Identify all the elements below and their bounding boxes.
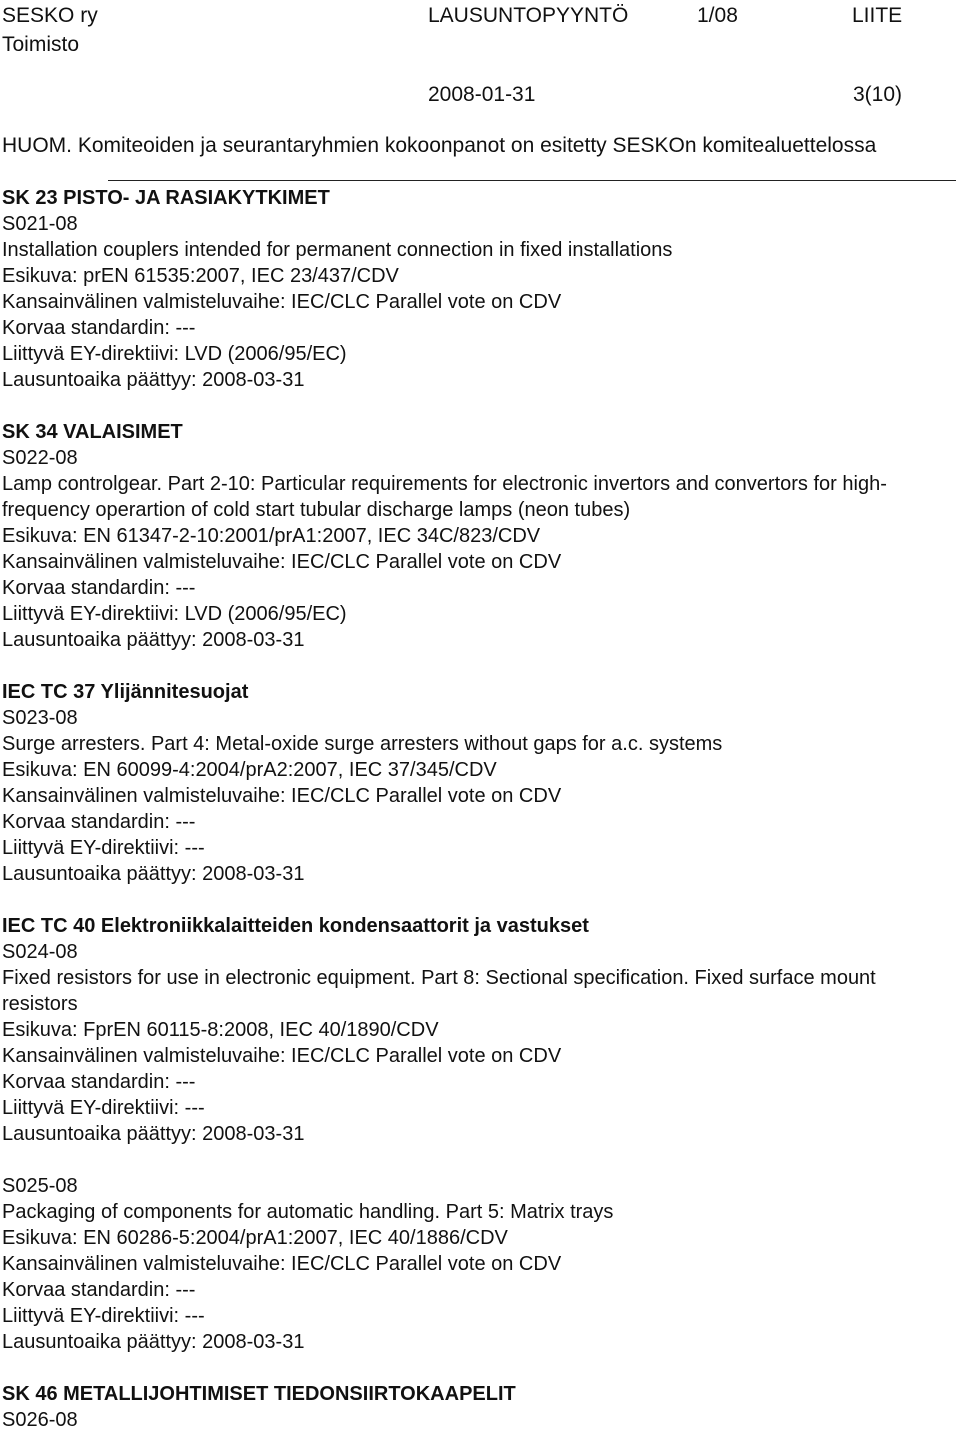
item-name: Packaging of components for automatic handling. Part 5: Matrix trays [2,1201,614,1223]
header-divider [108,180,956,181]
section-spacer [2,393,952,419]
item-esikuva: Esikuva: prEN 61535:2007, IEC 23/437/CDV [2,265,399,287]
item-lausuntoaika: Lausuntoaika päättyy: 2008-03-31 [2,369,305,391]
section-spacer [2,887,952,913]
item-lausuntoaika: Lausuntoaika päättyy: 2008-03-31 [2,863,305,885]
header-doc-number: 1/08 [697,4,738,27]
item-code: S026-08 [2,1409,78,1431]
note-text: HUOM. Komiteoiden ja seurantaryhmien kokoonpanot on esitetty SESKOn komitealuettelossa [2,134,877,157]
section-title: SK 46 METALLIJOHTIMISET TIEDONSIIRTOKAAPELIT [2,1383,516,1405]
section-title: SK 23 PISTO- JA RASIAKYTKIMET [2,187,330,209]
item-lausuntoaika: Lausuntoaika päättyy: 2008-03-31 [2,1331,305,1353]
document-body [2,185,952,1433]
item-code: S021-08 [2,213,78,235]
section-title: IEC TC 40 Elektroniikkalaitteiden kondensaattorit ja vastukset [2,915,589,937]
item-name: Lamp controlgear. Part 2-10: Particular requirements for electronic invertors and convertors for high-frequency operartion of cold start tubular discharge lamps (neon tubes) [2,473,887,521]
item-korvaa: Korvaa standardin: --- [2,317,196,339]
item-code: S023-08 [2,707,78,729]
item-code: S024-08 [2,941,78,963]
item-direktiivi: Liittyvä EY-direktiivi: --- [2,837,205,859]
item-esikuva: Esikuva: EN 61347-2-10:2001/prA1:2007, IEC 34C/823/CDV [2,525,541,547]
item-korvaa: Korvaa standardin: --- [2,577,196,599]
item-vaihe: Kansainvälinen valmisteluvaihe: IEC/CLC Parallel vote on CDV [2,785,562,807]
header-attachment: LIITE [852,4,903,27]
item-lausuntoaika: Lausuntoaika päättyy: 2008-03-31 [2,629,305,651]
item-direktiivi: Liittyvä EY-direktiivi: LVD (2006/95/EC) [2,603,347,625]
header-dept: Toimisto [2,33,80,56]
header-page-number: 3(10) [853,83,903,106]
item-name: Fixed resistors for use in electronic equipment. Part 8: Sectional specification. Fixed surface mount resistors [2,967,876,1015]
item-korvaa: Korvaa standardin: --- [2,1071,196,1093]
item-direktiivi: Liittyvä EY-direktiivi: LVD (2006/95/EC) [2,343,347,365]
header-doc-type: LAUSUNTOPYYNTÖ [428,4,629,27]
item-direktiivi: Liittyvä EY-direktiivi: --- [2,1305,205,1327]
item-code: S025-08 [2,1175,78,1197]
header-date: 2008-01-31 [428,83,536,106]
item-korvaa: Korvaa standardin: --- [2,811,196,833]
header-org: SESKO ry [2,4,98,27]
item-direktiivi: Liittyvä EY-direktiivi: --- [2,1097,205,1119]
item-code: S022-08 [2,447,78,469]
item-esikuva: Esikuva: EN 60099-4:2004/prA2:2007, IEC 37/345/CDV [2,759,497,781]
item-name: Surge arresters. Part 4: Metal-oxide surge arresters without gaps for a.c. systems [2,733,723,755]
item-spacer [2,1147,952,1173]
item-vaihe: Kansainvälinen valmisteluvaihe: IEC/CLC Parallel vote on CDV [2,551,562,573]
section-title: SK 34 VALAISIMET [2,421,183,443]
item-lausuntoaika: Lausuntoaika päättyy: 2008-03-31 [2,1123,305,1145]
item-esikuva: Esikuva: FprEN 60115-8:2008, IEC 40/1890/CDV [2,1019,439,1041]
item-korvaa: Korvaa standardin: --- [2,1279,196,1301]
section-spacer [2,1355,952,1381]
item-vaihe: Kansainvälinen valmisteluvaihe: IEC/CLC Parallel vote on CDV [2,1253,562,1275]
item-esikuva: Esikuva: EN 60286-5:2004/prA1:2007, IEC 40/1886/CDV [2,1227,508,1249]
section-title: IEC TC 37 Ylijännitesuojat [2,681,249,703]
section-spacer [2,653,952,679]
item-name: Installation couplers intended for permanent connection in fixed installations [2,239,673,261]
item-vaihe: Kansainvälinen valmisteluvaihe: IEC/CLC Parallel vote on CDV [2,1045,562,1067]
item-vaihe: Kansainvälinen valmisteluvaihe: IEC/CLC Parallel vote on CDV [2,291,562,313]
